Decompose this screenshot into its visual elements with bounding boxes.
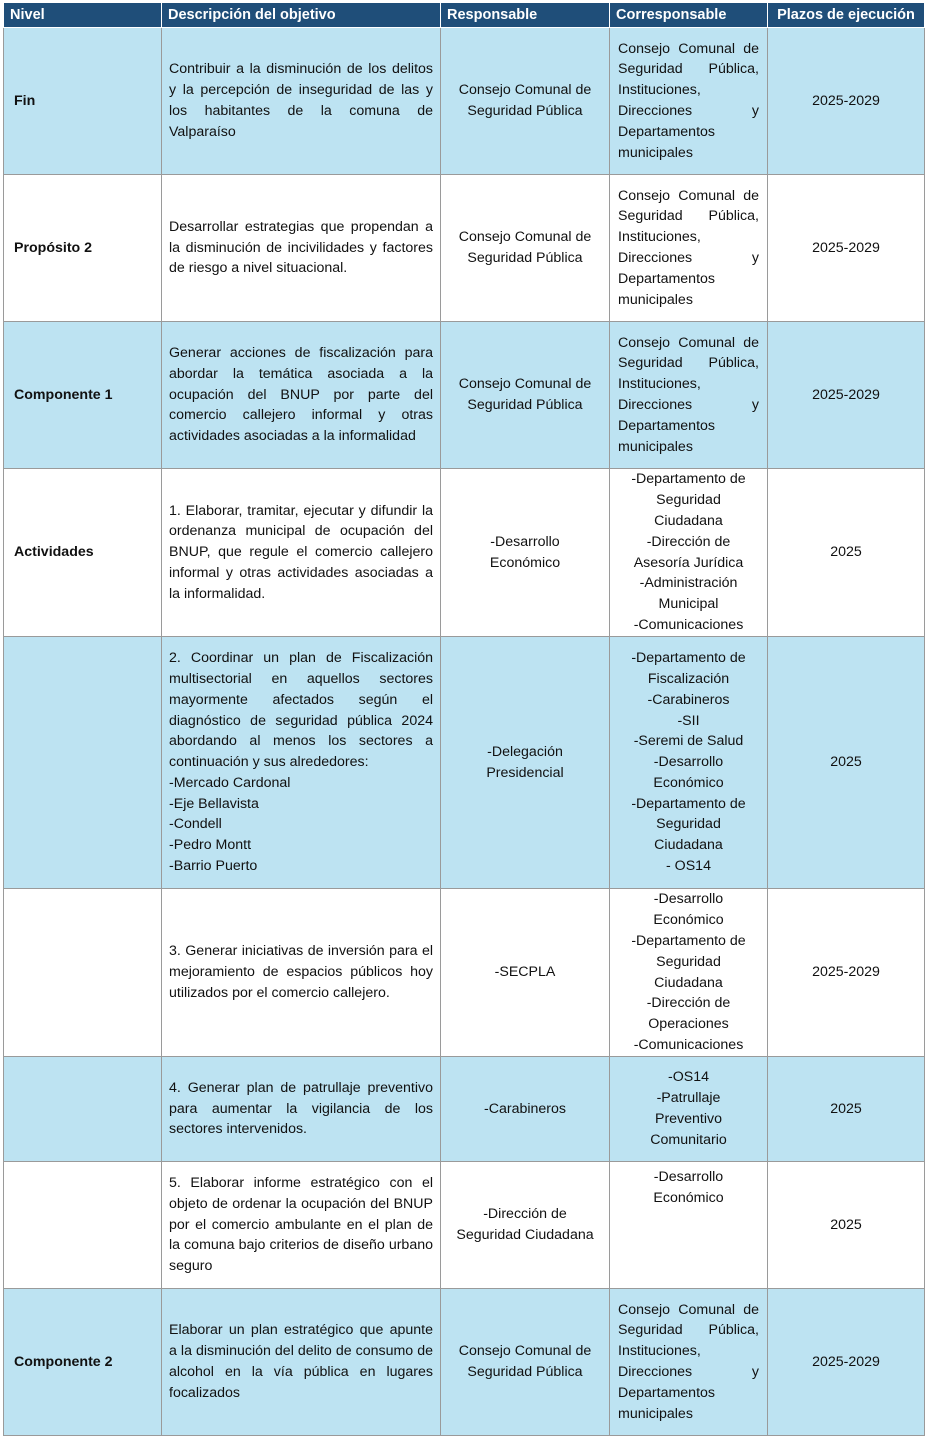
- descripcion-cell: Elaborar un plan estratégico que apunte a la disminución del delito de consumo de alcohol en la vía pública en lugares focalizados: [162, 1289, 441, 1436]
- table-row: [4, 175, 925, 322]
- nivel-cell: Componente 1: [4, 322, 162, 469]
- table-row: [4, 28, 925, 175]
- responsable-cell: -Carabineros: [441, 1057, 610, 1162]
- sector-list: -Mercado Cardonal -Eje Bellavista -Condell -Pedro Montt -Barrio Puerto: [169, 774, 291, 875]
- descripcion-cell: 5. Elaborar informe estratégico con el objeto de ordenar la ocupación del BNUP por el comercio ambulante en el plan de la comuna bajo criterios de diseño urbano seguro: [162, 1162, 441, 1289]
- corresponsable-cell: -Desarrollo Económico: [610, 1162, 768, 1289]
- table-row: [4, 1162, 925, 1289]
- nivel-cell: [4, 637, 162, 889]
- descripcion-cell: [162, 637, 441, 889]
- table-row: [4, 889, 925, 1057]
- corresponsable-cell: -OS14 -Patrullaje Preventivo Comunitario: [610, 1057, 768, 1162]
- nivel-cell: Componente 2: [4, 1289, 162, 1436]
- objectives-table: [3, 2, 925, 1436]
- descripcion-text: 2. Coordinar un plan de Fiscalización multisectorial en aquellos sectores mayormente afectados según el diagnóstico de seguridad pública 2024 abordando al menos los sectores a continuación y sus alrededores:: [169, 650, 433, 771]
- nivel-cell: Propósito 2: [4, 175, 162, 322]
- responsable-cell: Consejo Comunal de Seguridad Pública: [441, 175, 610, 322]
- nivel-cell: Fin: [4, 28, 162, 175]
- plazo-cell: 2025-2029: [768, 322, 925, 469]
- table-row: [4, 469, 925, 637]
- descripcion-cell: 4. Generar plan de patrullaje preventivo para aumentar la vigilancia de los sectores intervenidos.: [162, 1057, 441, 1162]
- descripcion-cell: Desarrollar estrategias que propendan a la disminución de incivilidades y factores de riesgo a nivel situacional.: [162, 175, 441, 322]
- nivel-cell: Actividades: [4, 469, 162, 637]
- nivel-cell: [4, 1162, 162, 1289]
- responsable-cell: Consejo Comunal de Seguridad Pública: [441, 322, 610, 469]
- table-row: [4, 1289, 925, 1436]
- plazo-cell: 2025: [768, 1162, 925, 1289]
- descripcion-cell: 3. Generar iniciativas de inversión para el mejoramiento de espacios públicos hoy utilizados por el comercio callejero.: [162, 889, 441, 1057]
- table-row: [4, 322, 925, 469]
- descripcion-cell: Contribuir a la disminución de los delitos y la percepción de inseguridad de las y los habitantes de la comuna de Valparaíso: [162, 28, 441, 175]
- descripcion-cell: 1. Elaborar, tramitar, ejecutar y difundir la ordenanza municipal de ocupación del BNUP, que regule el comercio callejero informal y otras actividades asociadas a la informalidad.: [162, 469, 441, 637]
- responsable-cell: Consejo Comunal de Seguridad Pública: [441, 28, 610, 175]
- responsable-cell: -SECPLA: [441, 889, 610, 1057]
- plazo-cell: 2025: [768, 637, 925, 889]
- table-header-row: [4, 3, 925, 28]
- responsable-cell: -Delegación Presidencial: [441, 637, 610, 889]
- nivel-cell: [4, 1057, 162, 1162]
- header-corresponsable: Corresponsable: [610, 3, 768, 28]
- plazo-cell: 2025-2029: [768, 1289, 925, 1436]
- responsable-cell: -Dirección de Seguridad Ciudadana: [441, 1162, 610, 1289]
- nivel-cell: [4, 889, 162, 1057]
- header-descripcion: Descripción del objetivo: [162, 3, 441, 28]
- table-row: [4, 1057, 925, 1162]
- header-nivel: Nivel: [4, 3, 162, 28]
- corresponsable-cell: Consejo Comunal de Seguridad Pública, Instituciones, Direcciones y Departamentos municipales: [610, 322, 768, 469]
- corresponsable-cell: Consejo Comunal de Seguridad Pública, Instituciones, Direcciones y Departamentos municipales: [610, 1289, 768, 1436]
- plazo-cell: 2025: [768, 469, 925, 637]
- corresponsable-cell: -Desarrollo Económico -Departamento de Seguridad Ciudadana -Dirección de Operaciones -Comunicaciones: [610, 889, 768, 1057]
- corresponsable-cell: Consejo Comunal de Seguridad Pública, Instituciones, Direcciones y Departamentos municipales: [610, 28, 768, 175]
- plazo-cell: 2025-2029: [768, 889, 925, 1057]
- corresponsable-cell: -Departamento de Seguridad Ciudadana -Dirección de Asesoría Jurídica -Administración Municipal -Comunicaciones: [610, 469, 768, 637]
- descripcion-cell: Generar acciones de fiscalización para abordar la temática asociada a la ocupación del BNUP por parte del comercio callejero informal y otras actividades asociadas a la informalidad: [162, 322, 441, 469]
- header-responsable: Responsable: [441, 3, 610, 28]
- corresponsable-cell: Consejo Comunal de Seguridad Pública, Instituciones, Direcciones y Departamentos municipales: [610, 175, 768, 322]
- header-plazos: Plazos de ejecución: [768, 3, 925, 28]
- responsable-cell: Consejo Comunal de Seguridad Pública: [441, 1289, 610, 1436]
- table-row: [4, 637, 925, 889]
- responsable-cell: -Desarrollo Económico: [441, 469, 610, 637]
- corresponsable-cell: -Departamento de Fiscalización -Carabineros -SII -Seremi de Salud -Desarrollo Económico -Departamento de Seguridad Ciudadana - OS14: [610, 637, 768, 889]
- plazo-cell: 2025-2029: [768, 175, 925, 322]
- plazo-cell: 2025: [768, 1057, 925, 1162]
- plazo-cell: 2025-2029: [768, 28, 925, 175]
